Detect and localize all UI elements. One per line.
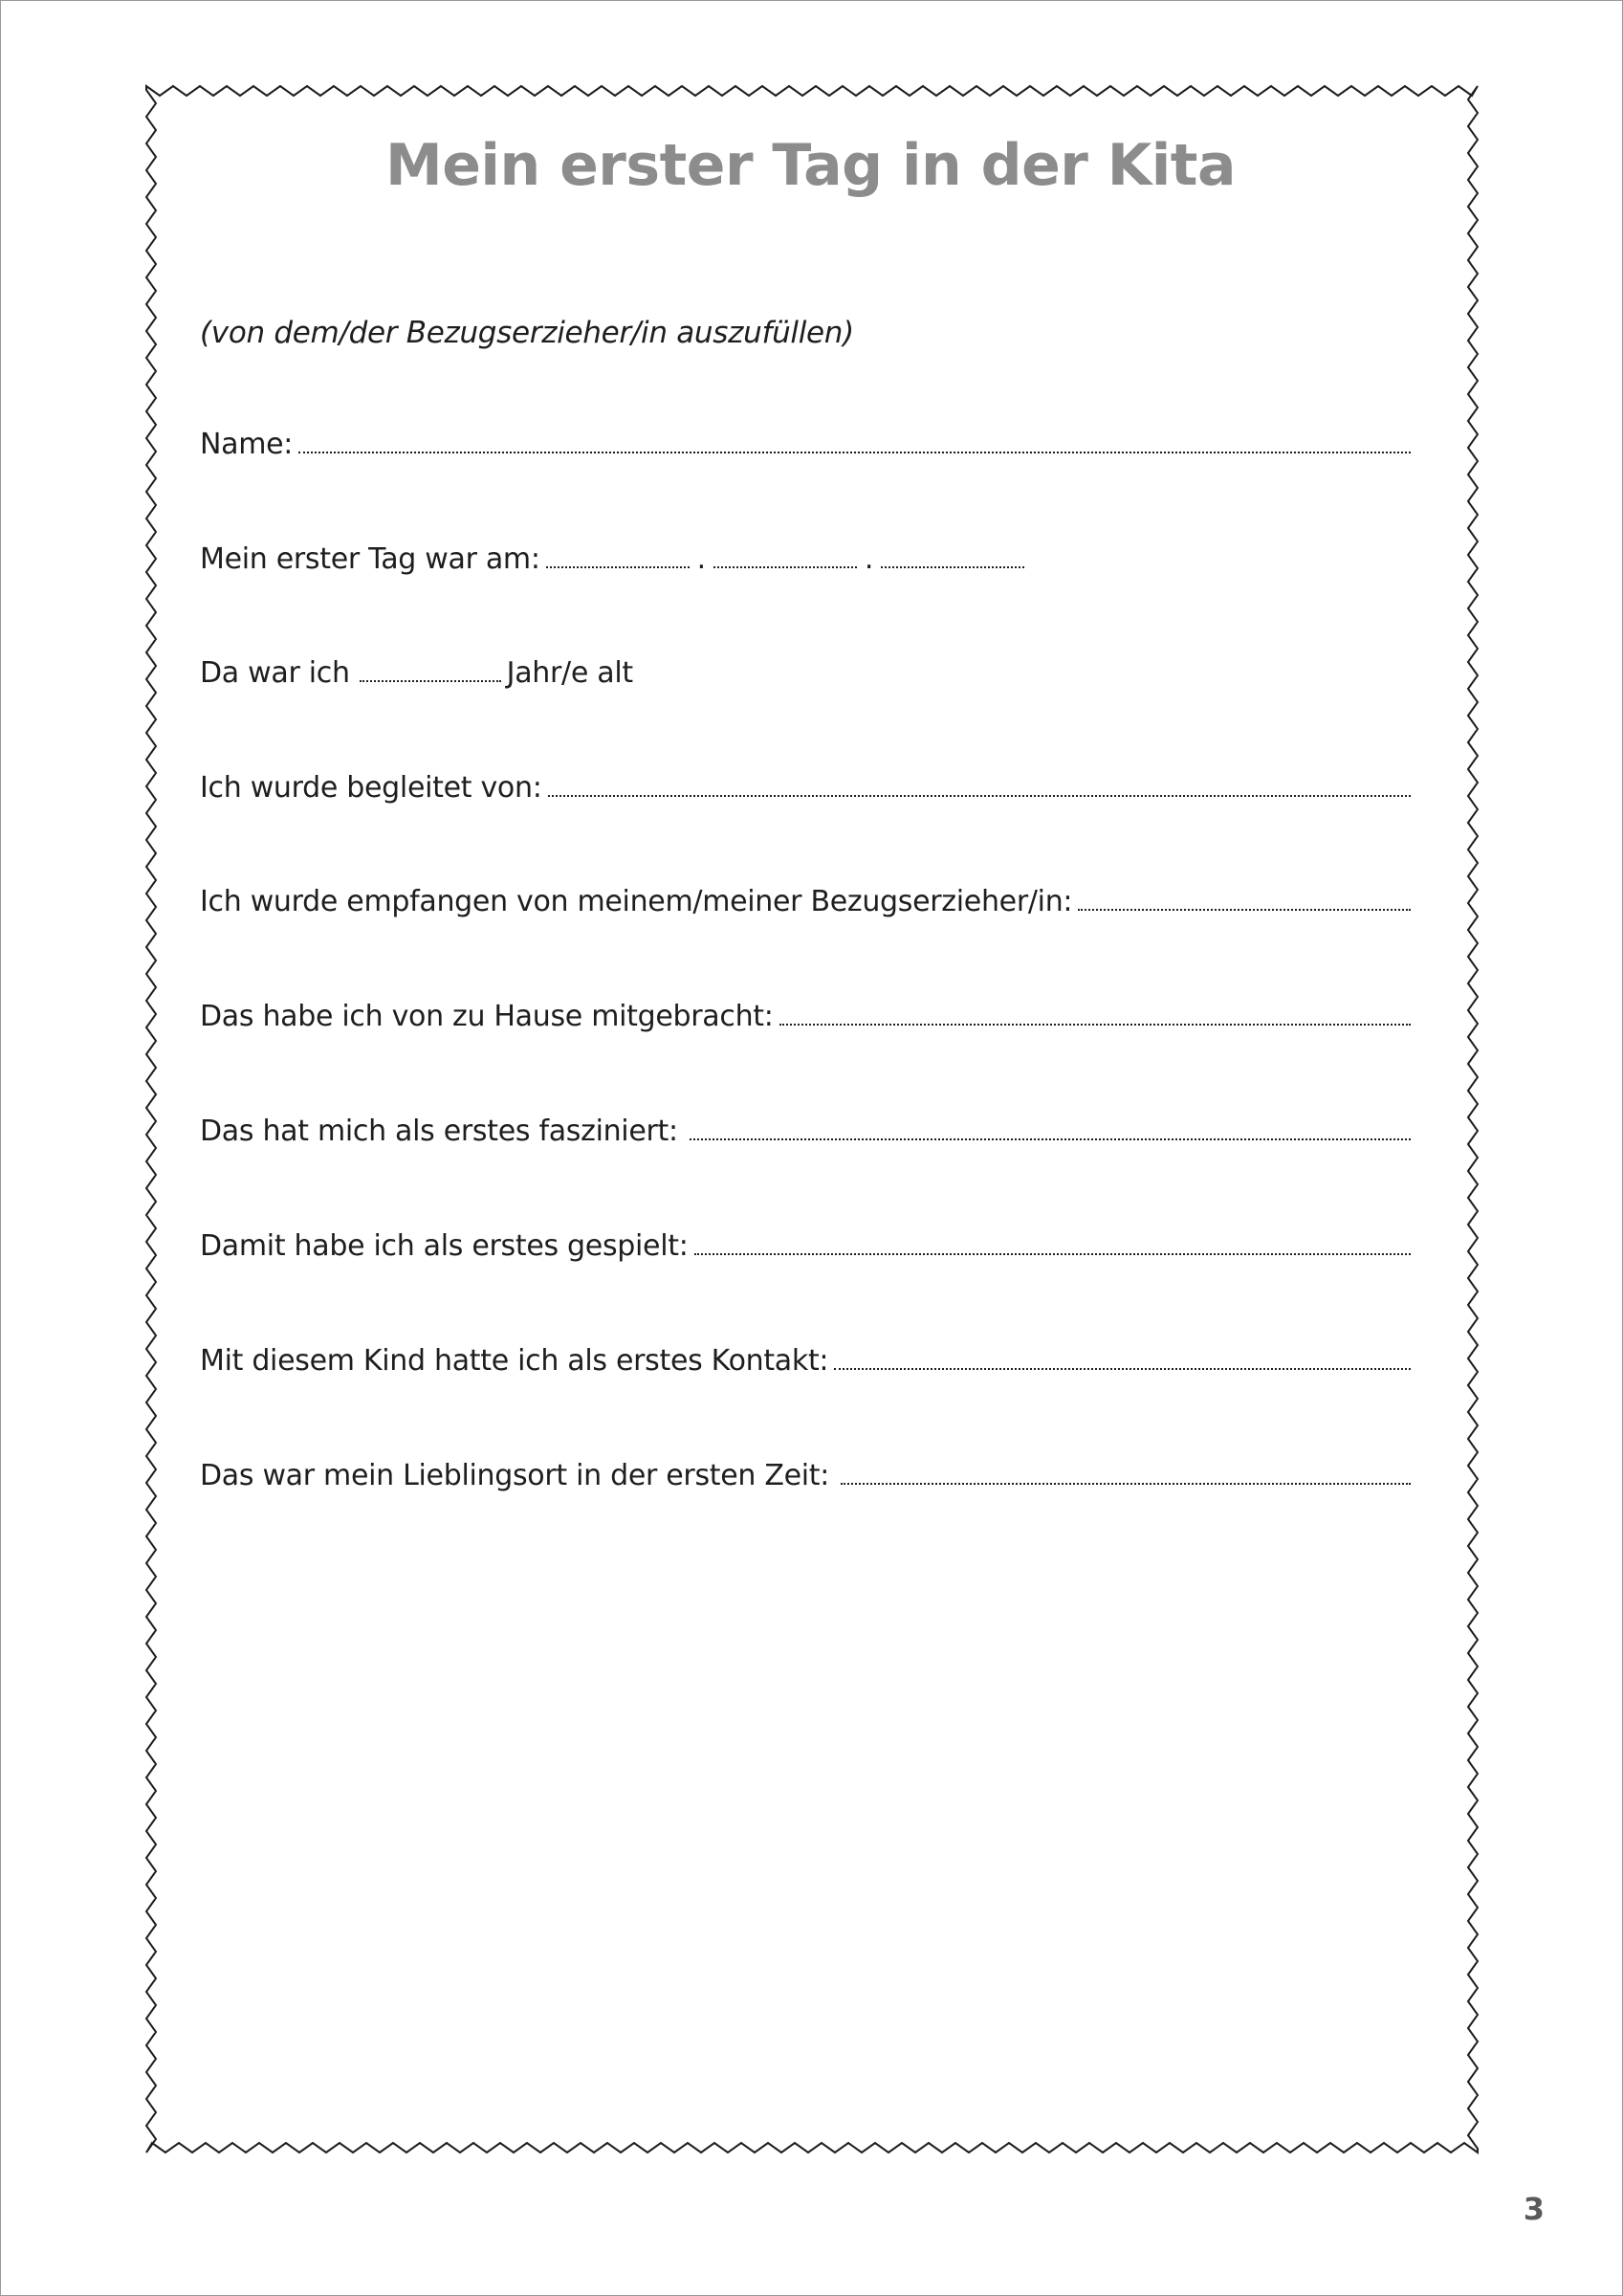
contact-fill-line[interactable] [834,1347,1411,1370]
brought-field [200,1000,1411,1033]
contact-label: Mit diesem Kind hatte ich als erstes Kontakt: [200,1344,829,1378]
favorite-place-fill-line[interactable] [841,1462,1411,1485]
subtitle-instruction: (von dem/der Bezugserzieher/in auszufüllen) [200,316,854,350]
received-fill-line[interactable] [1078,888,1411,911]
page-number: 3 [1523,2191,1545,2227]
brought-label: Das habe ich von zu Hause mitgebracht: [200,1000,774,1033]
brought-fill-line[interactable] [779,1003,1411,1026]
date-separator-2: . [864,542,874,576]
accompanied-field [200,771,1411,805]
page-title: Mein erster Tag in der Kita [385,132,1236,199]
age-suffix-label: Jahr/e alt [506,656,633,690]
accompanied-fill-line[interactable] [548,774,1411,797]
age-field [200,656,633,690]
first-day-field [200,542,1024,576]
received-label: Ich wurde empfangen von meinem/meiner Bezugserzieher/in: [200,885,1073,918]
age-prefix-label: Da war ich [200,656,350,690]
fascinated-label: Das hat mich als erstes fasziniert: [200,1115,678,1148]
played-label: Damit habe ich als erstes gespielt: [200,1229,689,1263]
played-fill-line[interactable] [694,1232,1411,1255]
contact-field [200,1344,1411,1378]
received-field [200,885,1411,918]
favorite-place-label: Das war mein Lieblingsort in der ersten Zeit: [200,1459,830,1492]
date-separator-1: . [696,542,706,576]
name-fill-line[interactable] [298,430,1411,453]
year-fill-line[interactable] [881,545,1024,568]
day-fill-line[interactable] [546,545,690,568]
accompanied-label: Ich wurde begleitet von: [200,771,542,805]
name-field [200,428,1411,461]
fascinated-fill-line[interactable] [690,1117,1411,1140]
favorite-place-field [200,1459,1411,1492]
fascinated-field [200,1115,1411,1148]
played-field [200,1229,1411,1263]
month-fill-line[interactable] [713,545,857,568]
age-fill-line[interactable] [360,659,501,682]
first-day-label: Mein erster Tag war am: [200,542,540,576]
name-label: Name: [200,428,294,461]
